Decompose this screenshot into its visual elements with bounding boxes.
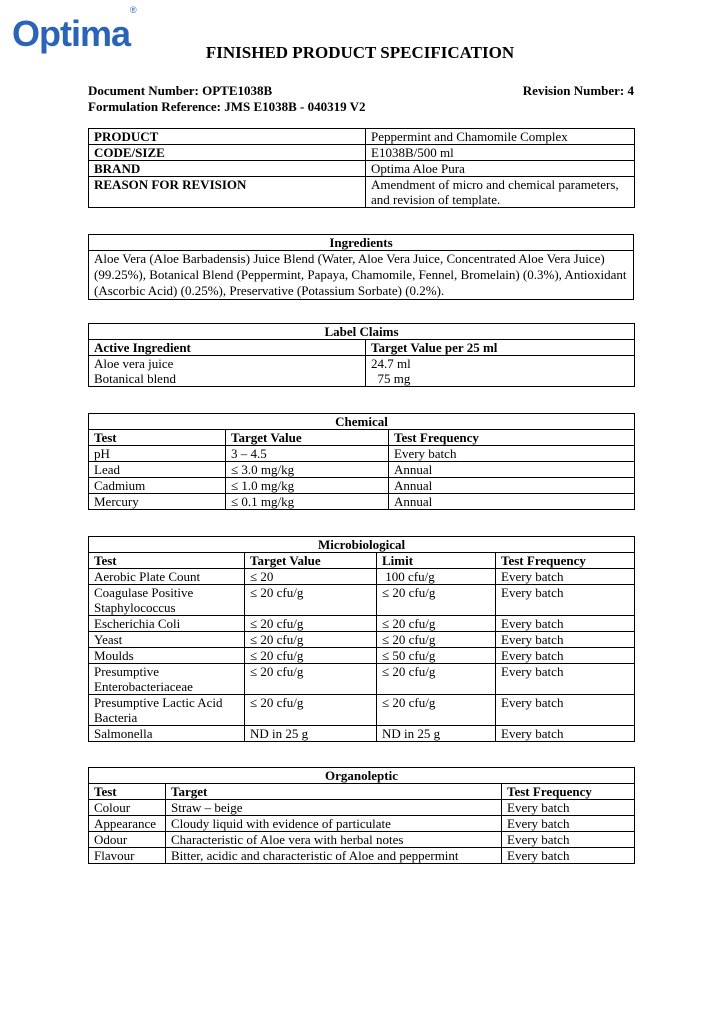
micro-cell: Escherichia Coli <box>89 616 245 632</box>
label-claims-title: Label Claims <box>89 324 635 340</box>
table-row <box>89 478 635 494</box>
organoleptic-cell: Bitter, acidic and characteristic of Aloe and peppermint <box>166 848 502 864</box>
table-row <box>89 616 635 632</box>
micro-cell: ≤ 20 cfu/g <box>245 616 377 632</box>
table-row <box>89 585 635 616</box>
organoleptic-cell: Every batch <box>502 832 635 848</box>
micro-cell: ≤ 20 cfu/g <box>245 648 377 664</box>
label-claims-cell: Botanical blend <box>89 371 366 387</box>
micro-cell: ≤ 20 <box>245 569 377 585</box>
chemical-cell: ≤ 0.1 mg/kg <box>226 494 389 510</box>
chemical-cell: pH <box>89 446 226 462</box>
product-field-value: Optima Aloe Pura <box>366 161 635 177</box>
table-row <box>89 648 635 664</box>
ingredients-title: Ingredients <box>89 235 634 251</box>
micro-cell: Moulds <box>89 648 245 664</box>
organoleptic-header: Test <box>89 784 166 800</box>
product-field-value: Peppermint and Chamomile Complex <box>366 129 635 145</box>
document-meta <box>88 83 634 99</box>
table-row <box>89 800 635 816</box>
micro-cell: Yeast <box>89 632 245 648</box>
micro-cell: ≤ 20 cfu/g <box>377 695 496 726</box>
micro-header: Target Value <box>245 553 377 569</box>
micro-cell: ≤ 20 cfu/g <box>245 695 377 726</box>
microbiological-table <box>88 536 635 742</box>
page-title: FINISHED PRODUCT SPECIFICATION <box>205 43 515 62</box>
table-row <box>89 816 635 832</box>
chemical-cell: Annual <box>389 478 635 494</box>
micro-cell: ≤ 20 cfu/g <box>245 664 377 695</box>
organoleptic-header: Target <box>166 784 502 800</box>
micro-cell: ≤ 20 cfu/g <box>245 632 377 648</box>
micro-cell: 100 cfu/g <box>377 569 496 585</box>
micro-cell: ND in 25 g <box>245 726 377 742</box>
micro-title: Microbiological <box>89 537 635 553</box>
organoleptic-header: Test Frequency <box>502 784 635 800</box>
organoleptic-title: Organoleptic <box>89 768 635 784</box>
organoleptic-table <box>88 767 635 864</box>
table-row <box>89 494 635 510</box>
table-row <box>89 832 635 848</box>
table-row <box>89 848 635 864</box>
organoleptic-cell: Every batch <box>502 800 635 816</box>
table-row <box>89 726 635 742</box>
product-field-label: REASON FOR REVISION <box>89 177 366 208</box>
micro-cell: Every batch <box>496 569 635 585</box>
chemical-cell: Cadmium <box>89 478 226 494</box>
chemical-cell: Annual <box>389 462 635 478</box>
revision-number: Revision Number: 4 <box>522 83 634 98</box>
micro-cell: Every batch <box>496 616 635 632</box>
micro-cell: ≤ 20 cfu/g <box>245 585 377 616</box>
organoleptic-cell: Straw – beige <box>166 800 502 816</box>
chemical-header: Test <box>89 430 226 446</box>
table-row <box>89 462 635 478</box>
table-row <box>89 129 635 145</box>
micro-cell: ≤ 20 cfu/g <box>377 632 496 648</box>
chemical-cell: 3 – 4.5 <box>226 446 389 462</box>
chemical-header: Target Value <box>226 430 389 446</box>
micro-header: Test <box>89 553 245 569</box>
micro-cell: Salmonella <box>89 726 245 742</box>
chemical-cell: Mercury <box>89 494 226 510</box>
organoleptic-cell: Characteristic of Aloe vera with herbal notes <box>166 832 502 848</box>
table-row <box>89 145 635 161</box>
formulation-reference: Formulation Reference: JMS E1038B - 040319 V2 <box>88 99 366 114</box>
micro-cell: ≤ 20 cfu/g <box>377 664 496 695</box>
micro-cell: Every batch <box>496 695 635 726</box>
micro-cell: Every batch <box>496 585 635 616</box>
micro-cell: Coagulase Positive Staphylococcus <box>89 585 245 616</box>
micro-cell: ND in 25 g <box>377 726 496 742</box>
organoleptic-cell: Appearance <box>89 816 166 832</box>
label-claims-table <box>88 323 635 387</box>
micro-cell: ≤ 50 cfu/g <box>377 648 496 664</box>
micro-cell: Presumptive Lactic Acid Bacteria <box>89 695 245 726</box>
label-claims-header: Active Ingredient <box>89 340 366 356</box>
chemical-cell: Every batch <box>389 446 635 462</box>
micro-header: Limit <box>377 553 496 569</box>
label-claims-header: Target Value per 25 ml <box>366 340 635 356</box>
micro-cell: ≤ 20 cfu/g <box>377 585 496 616</box>
label-claims-cell: 24.7 ml <box>366 356 635 372</box>
micro-cell: Every batch <box>496 648 635 664</box>
table-row <box>89 446 635 462</box>
organoleptic-cell: Cloudy liquid with evidence of particulate <box>166 816 502 832</box>
ingredients-text: Aloe Vera (Aloe Barbadensis) Juice Blend (Water, Aloe Vera Juice, Concentrated Aloe Vera Juice) (99.25%), Botanical Blend (Peppermint, Papaya, Chamomile, Fennel, Bromelain) (0.3%), Antioxidant (Ascorbic Acid) (0.25%), Preservative (Potassium Sorbate) (0.2%). <box>89 251 634 300</box>
chemical-cell: ≤ 3.0 mg/kg <box>226 462 389 478</box>
chemical-table <box>88 413 635 510</box>
chemical-cell: Annual <box>389 494 635 510</box>
chemical-cell: ≤ 1.0 mg/kg <box>226 478 389 494</box>
document-number: Document Number: OPTE1038B <box>88 83 273 98</box>
table-row <box>89 161 635 177</box>
organoleptic-cell: Colour <box>89 800 166 816</box>
product-field-label: BRAND <box>89 161 366 177</box>
product-table <box>88 128 635 208</box>
logo-text: Optima <box>12 13 131 54</box>
ingredients-table <box>88 234 634 300</box>
micro-cell: ≤ 20 cfu/g <box>377 616 496 632</box>
micro-cell: Every batch <box>496 664 635 695</box>
product-field-value: E1038B/500 ml <box>366 145 635 161</box>
micro-cell: Every batch <box>496 632 635 648</box>
product-field-label: PRODUCT <box>89 129 366 145</box>
product-field-value: Amendment of micro and chemical parameters, and revision of template. <box>366 177 635 208</box>
micro-cell: Every batch <box>496 726 635 742</box>
micro-header: Test Frequency <box>496 553 635 569</box>
table-row <box>89 569 635 585</box>
organoleptic-cell: Every batch <box>502 816 635 832</box>
micro-cell: Aerobic Plate Count <box>89 569 245 585</box>
chemical-cell: Lead <box>89 462 226 478</box>
table-row <box>89 177 635 208</box>
label-claims-cell: Aloe vera juice <box>89 356 366 372</box>
organoleptic-cell: Every batch <box>502 848 635 864</box>
micro-cell: Presumptive Enterobacteriaceae <box>89 664 245 695</box>
label-claims-cell: 75 mg <box>366 371 635 387</box>
organoleptic-cell: Flavour <box>89 848 166 864</box>
organoleptic-cell: Odour <box>89 832 166 848</box>
table-row <box>89 632 635 648</box>
registered-mark: ® <box>130 5 136 15</box>
chemical-header: Test Frequency <box>389 430 635 446</box>
table-row <box>89 695 635 726</box>
table-row <box>89 664 635 695</box>
product-field-label: CODE/SIZE <box>89 145 366 161</box>
chemical-title: Chemical <box>89 414 635 430</box>
